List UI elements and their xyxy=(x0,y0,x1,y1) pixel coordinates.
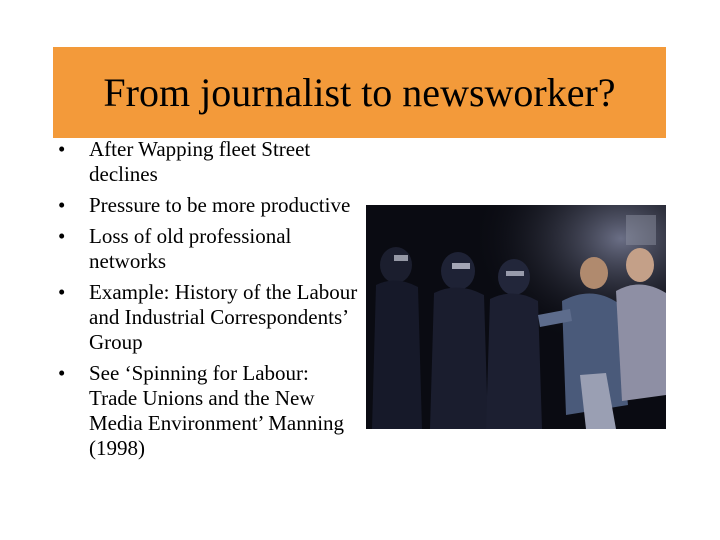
bullet-item xyxy=(58,224,358,274)
bullet-marker: • xyxy=(58,224,66,248)
riot-police-photo xyxy=(366,205,666,429)
police-group xyxy=(372,247,542,429)
title-bar xyxy=(53,47,666,138)
bullet-text: Example: History of the Labour and Industrial Correspondents’ Group xyxy=(89,280,358,354)
bullet-item xyxy=(58,137,358,187)
slide-title: From journalist to newsworker? xyxy=(103,69,616,115)
bullet-marker: • xyxy=(58,137,66,161)
bullet-marker: • xyxy=(58,361,66,385)
bullet-text: Pressure to be more productive xyxy=(89,193,351,217)
bullet-text: After Wapping fleet Street declines xyxy=(89,137,311,186)
bullet-marker: • xyxy=(58,280,66,304)
bullet-marker: • xyxy=(58,193,66,217)
bullet-text: Loss of old professional networks xyxy=(89,224,292,273)
bullet-item xyxy=(58,361,358,461)
bullet-text: See ‘Spinning for Labour: Trade Unions and the New Media Environment’ Manning (1998) xyxy=(89,361,345,460)
photo-illustration xyxy=(366,205,666,429)
bullet-item xyxy=(58,280,358,355)
bullet-list xyxy=(58,137,358,467)
bullet-item xyxy=(58,193,358,218)
